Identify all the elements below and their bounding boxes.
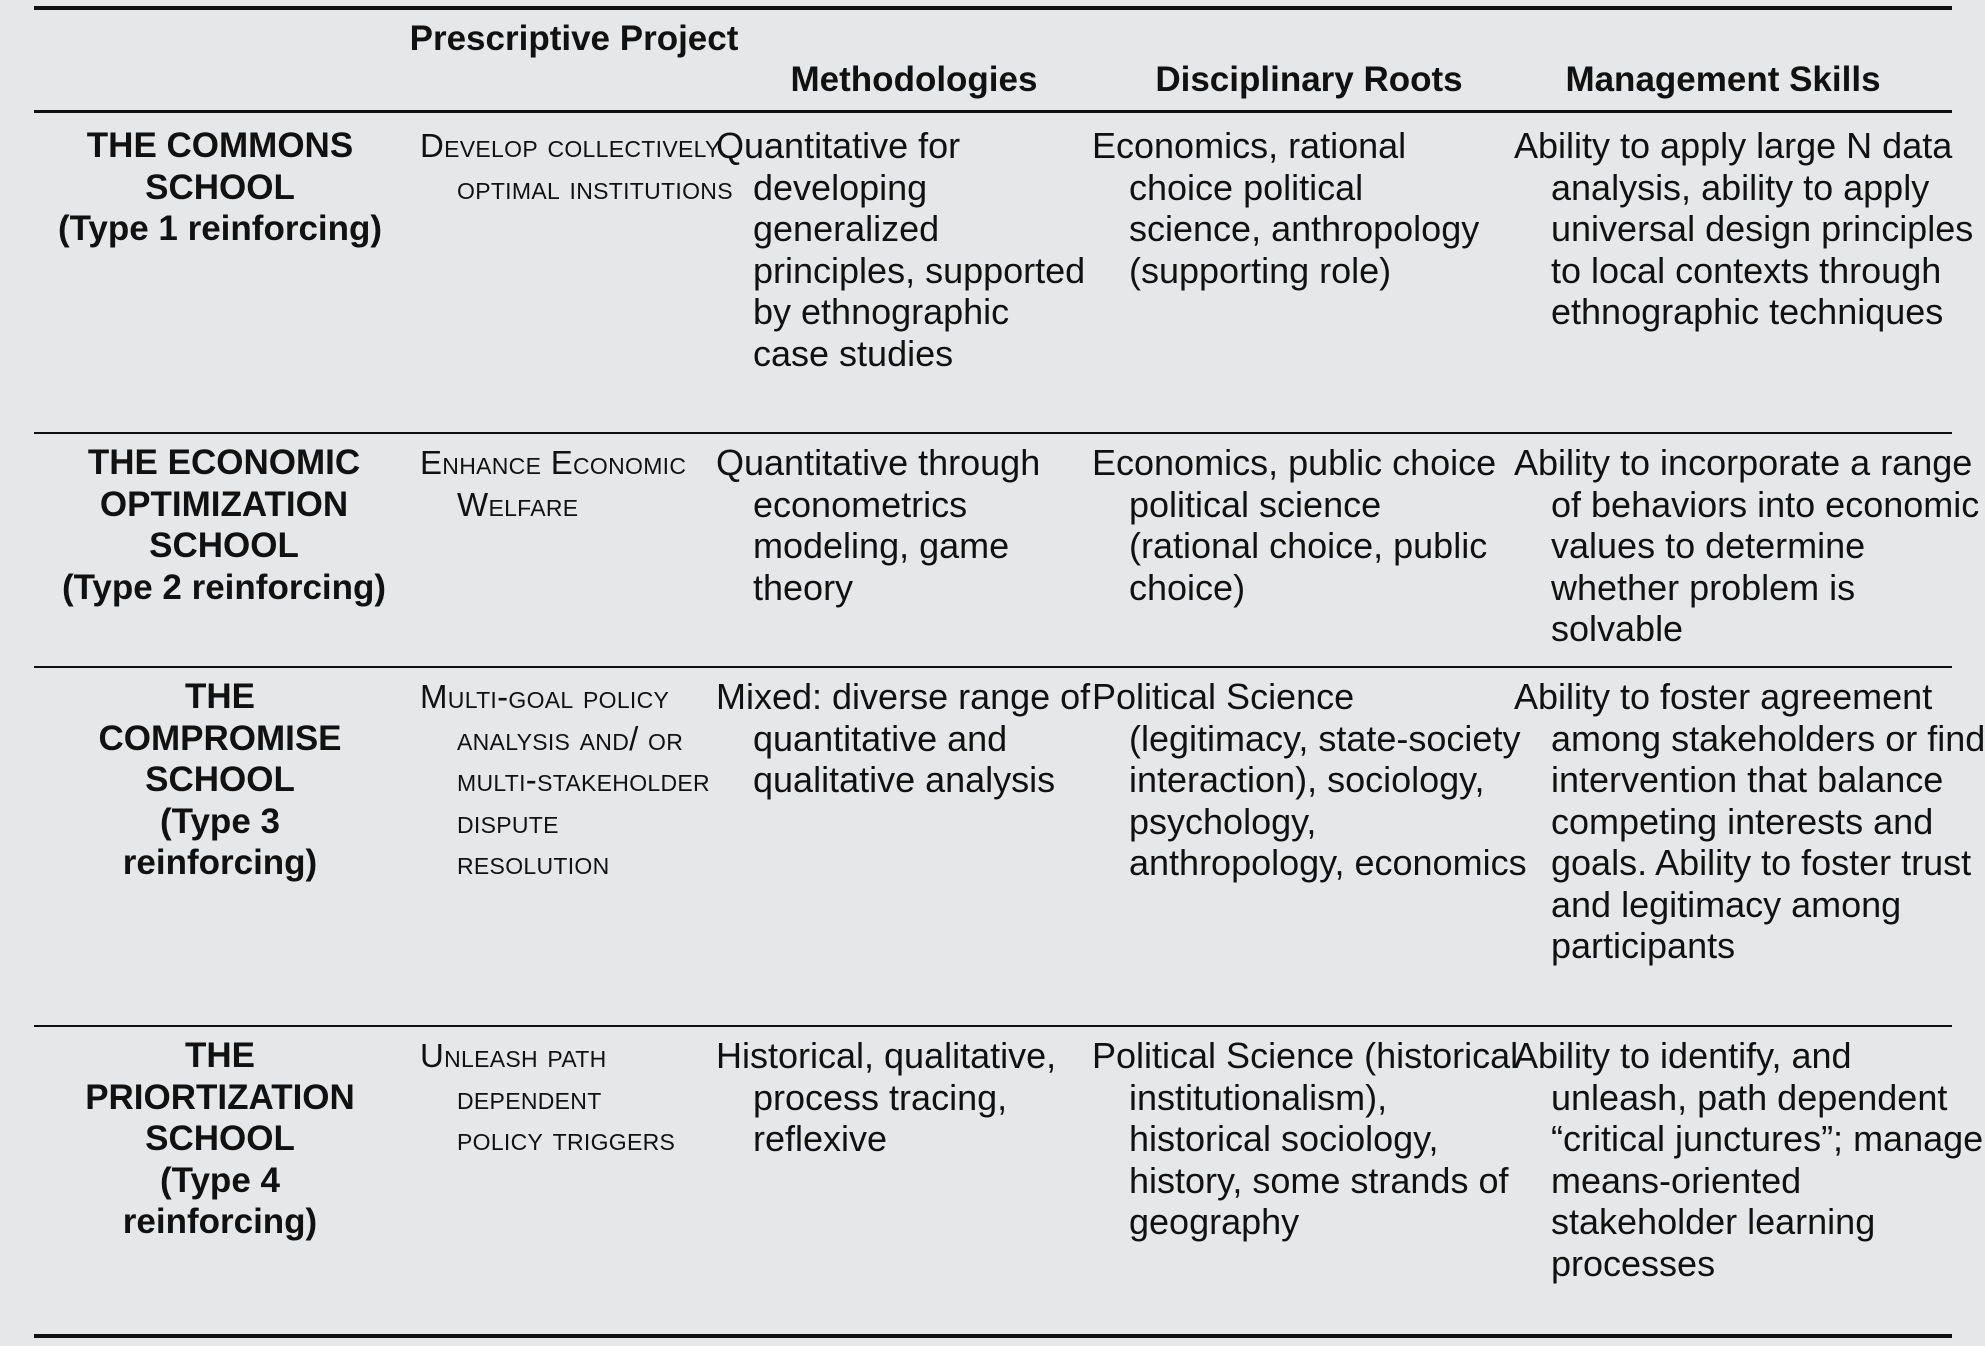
management-skills-cell: Ability to foster agreement among stakeholders or find intervention that balance competing interests and goals. Ability to foster trust and legitimacy among participants [1514,676,1985,966]
table-top-rule [34,6,1952,10]
row-divider [34,432,1952,434]
prescriptive-project: Develop collectively optimal institutions [420,127,733,206]
school-cell [34,442,414,608]
table-bottom-rule [34,1334,1952,1338]
school-name: THE ECONOMIC OPTIMIZATION SCHOOL [87,443,361,565]
school-type: (Type 4 reinforcing) [122,1160,318,1241]
school-cell [34,1035,406,1243]
header-disciplinary-roots: Disciplinary Roots [1155,60,1463,99]
disciplinary-roots-cell: Political Science (legitimacy, state-society interaction), sociology, psychology, anthropology, economics [1092,676,1527,883]
header-prescriptive-project: Prescriptive Project [409,19,739,58]
methodologies-cell: Mixed: diverse range of quantitative and qualitative analysis [716,676,1091,800]
school-cell [34,125,406,250]
school-type: (Type 1 reinforcing) [57,209,383,248]
methodologies-cell: Quantitative through econometrics modeling, game theory [716,442,1041,608]
school-cell [34,676,406,884]
prescriptive-project: Multi-goal policy analysis and/ or multi-stakeholder dispute resolution [420,678,710,881]
prescriptive-project: Unleash path dependent policy triggers [420,1037,676,1157]
header-methodologies: Methodologies [790,60,1038,99]
row-divider [34,666,1952,668]
header-management-skills: Management Skills [1565,60,1881,99]
header-rule [34,110,1952,113]
school-name: THE COMMONS SCHOOL [86,126,354,207]
school-type: (Type 2 reinforcing) [61,567,387,607]
row-divider [34,1025,1952,1027]
methodologies-cell: Quantitative for developing generalized principles, supported by ethnographic case studies [716,125,1086,374]
school-name: THE PRIORTIZATION SCHOOL [85,1036,355,1158]
management-skills-cell: Ability to identify, and unleash, path dependent “critical junctures”; manage means-oriented stakeholder learning processes [1514,1035,1984,1284]
school-name: THE COMPROMISE SCHOOL [98,677,342,799]
school-type: (Type 3 reinforcing) [122,801,318,882]
disciplinary-roots-cell: Economics, rational choice political science, anthropology (supporting role) [1092,125,1480,291]
prescriptive-project: Enhance Economic Welfare [420,444,687,523]
management-skills-cell: Ability to incorporate a range of behaviors into economic values to determine whether problem is solvable [1514,442,1980,649]
methodologies-cell: Historical, qualitative, process tracing, reflexive [716,1035,1057,1159]
disciplinary-roots-cell: Political Science (historical institutionalism), historical sociology, history, some strands of geography [1092,1035,1519,1242]
management-skills-cell: Ability to apply large N data analysis, ability to apply universal design principles to local contexts through ethnographic techniques [1514,125,1974,332]
disciplinary-roots-cell: Economics, public choice political science (rational choice, public choice) [1092,442,1497,608]
